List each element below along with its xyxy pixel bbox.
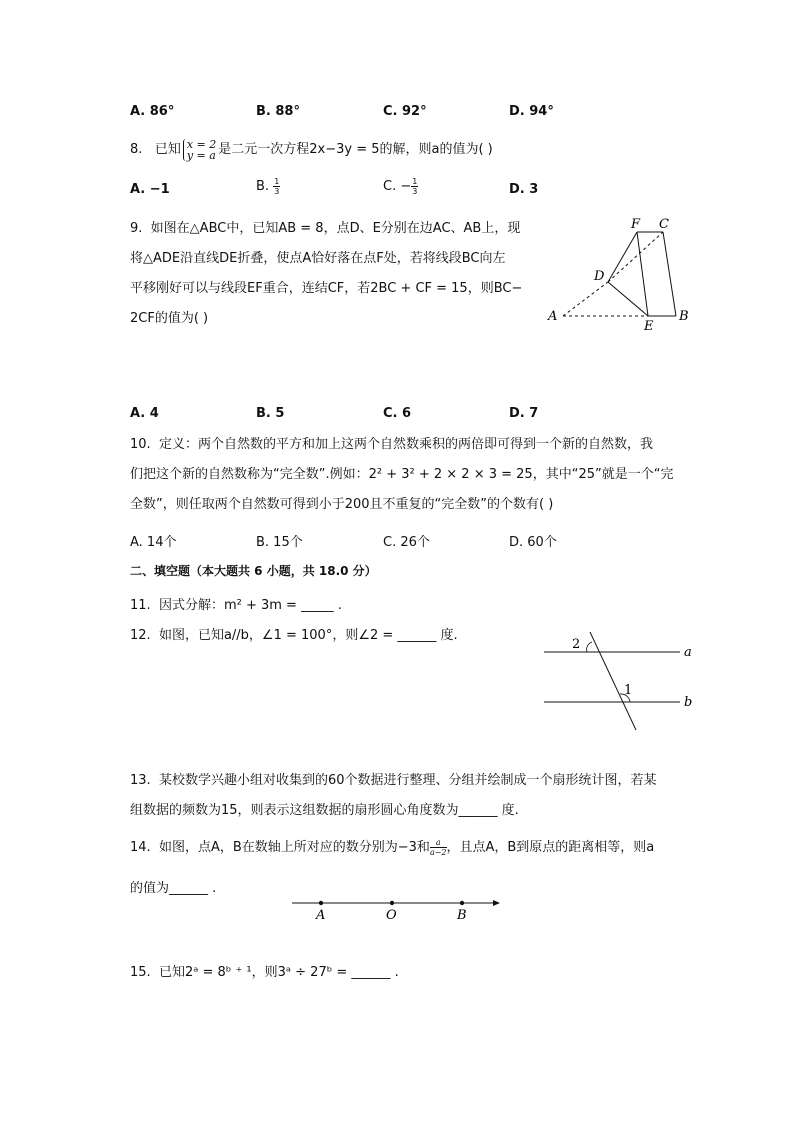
q9-label-e: E <box>644 319 654 334</box>
q10-line-1 <box>130 430 673 460</box>
question-14 <box>130 836 654 857</box>
q8-c-num: 1 <box>412 177 418 186</box>
q14-frac-num: a <box>430 838 447 848</box>
q14-number: 14. <box>130 840 151 855</box>
q9-segment-ad <box>563 282 608 316</box>
q9-label-d: D <box>594 269 605 284</box>
q8-c-den: 3 <box>412 187 418 196</box>
q14-line-2: 的值为______ . <box>130 881 217 896</box>
q8-option-b-label: B. <box>256 179 274 194</box>
q9-option-a: A. 4 <box>130 406 159 421</box>
q8-option-b <box>256 177 280 196</box>
q15-number: 15. <box>130 965 151 980</box>
q14-number-line <box>288 895 508 925</box>
q9-line-3: 平移刚好可以与线段EF重合，连结CF，若2BC + CF = 15，则BC− <box>130 281 523 296</box>
question-12 <box>130 624 458 643</box>
q11-number: 11. <box>130 598 151 613</box>
q8-option-d: D. 3 <box>509 182 539 197</box>
question-15 <box>130 961 399 980</box>
q12-label-2: 2 <box>572 637 581 652</box>
q8-sys-top: x = 2 <box>186 137 217 151</box>
q7-option-a: A. 86° <box>130 104 175 119</box>
q14-label-a: A <box>316 908 326 923</box>
q12-number: 12. <box>130 628 151 643</box>
q9-option-c: C. 6 <box>383 406 412 421</box>
q13-number: 13. <box>130 773 151 788</box>
q8-b-num: 1 <box>274 177 280 186</box>
q15-text: 已知2ᵃ = 8ᵇ ⁺ ¹，则3ᵃ ÷ 27ᵇ = ______ . <box>158 965 399 980</box>
q14-point-o <box>390 901 394 905</box>
q8-system <box>183 139 216 161</box>
q8-option-c <box>383 177 418 196</box>
q8-option-c-label: C. − <box>383 179 412 194</box>
q9-option-d: D. 7 <box>509 406 539 421</box>
q9-segment-df <box>608 232 637 282</box>
q14-post: ，且点A，B到原点的距离相等，则a <box>446 840 655 855</box>
q14-label-b: B <box>457 908 467 923</box>
q8-post: 是二元一次方程2x−3y = 5的解，则a的值为( ) <box>218 142 493 157</box>
q7-option-c: C. 92° <box>383 104 427 119</box>
question-8 <box>130 138 493 161</box>
q12-text: 如图，已知a//b，∠1 = 100°，则∠2 = ______ 度. <box>158 628 458 643</box>
q8-option-b-frac <box>273 177 280 196</box>
q7-option-b: B. 88° <box>256 104 300 119</box>
q12-label-b: b <box>684 695 693 710</box>
q13-line-2: 组数据的频数为15，则表示这组数据的扇形圆心角度数为______ 度. <box>130 803 519 818</box>
q10-number: 10. <box>130 437 151 452</box>
q10-option-b: B. 15个 <box>256 535 303 550</box>
q9-label-c: C <box>659 217 669 232</box>
q14-point-b <box>460 901 464 905</box>
q14-label-o: O <box>386 908 397 923</box>
q14-point-a <box>319 901 323 905</box>
q8-b-den: 3 <box>274 187 280 196</box>
question-10 <box>130 430 673 520</box>
q12-label-1: 1 <box>624 683 633 698</box>
question-9 <box>130 214 540 334</box>
question-11 <box>130 594 342 613</box>
q9-segment-de <box>608 282 648 316</box>
q10-option-c: C. 26个 <box>383 535 430 550</box>
q8-option-a: A. −1 <box>130 182 170 197</box>
q9-text-1: 如图在△ABC中，已知AB = 8，点D、E分别在边AC、AB上，现 <box>150 221 521 236</box>
q9-line-2: 将△ADE沿直线DE折叠，使点A恰好落在点F处，若将线段BC向左 <box>130 251 506 266</box>
q12-angle-2-arc <box>587 642 592 652</box>
q11-text: 因式分解：m² + 3m = _____ . <box>158 598 342 613</box>
q12-label-a: a <box>684 645 692 660</box>
q13-text-1: 某校数学兴趣小组对收集到的60个数据进行整理、分组并绘制成一个扇形统计图，若某 <box>158 773 657 788</box>
q8-number: 8. <box>130 142 143 157</box>
q10-line-2: 们把这个新的自然数称为“完全数”.例如：2² + 3² + 2 × 2 × 3 = 25，其中“25”就是一个“完 <box>130 467 674 482</box>
q13-line-1 <box>130 766 657 796</box>
q9-label-a: A <box>548 309 558 324</box>
q9-line-4: 2CF的值为( ) <box>130 311 209 326</box>
q14-frac <box>430 838 447 857</box>
q8-pre: 已知 <box>154 142 181 157</box>
q9-figure <box>540 212 700 337</box>
q8-option-c-frac <box>411 177 418 196</box>
q9-label-f: F <box>631 217 641 232</box>
q10-text-1: 定义：两个自然数的平方和加上这两个自然数乘积的两倍即可得到一个新的自然数，我 <box>158 437 653 452</box>
q9-line-1 <box>130 214 540 244</box>
q9-option-b: B. 5 <box>256 406 285 421</box>
q14-arrow <box>493 900 500 906</box>
q9-label-b: B <box>679 309 689 324</box>
q14-pre: 如图，点A，B在数轴上所对应的数分别为−3和 <box>158 840 430 855</box>
q9-segment-cb <box>663 232 676 316</box>
q9-segment-dc <box>608 232 663 282</box>
question-13 <box>130 766 657 826</box>
q10-line-3: 全数”，则任取两个自然数可得到小于200且不重复的“完全数”的个数有( ) <box>130 497 554 512</box>
q9-number: 9. <box>130 221 143 236</box>
q12-transversal <box>590 632 636 730</box>
q8-sys-bottom: y = a <box>186 148 216 162</box>
q14-frac-den: a−2 <box>429 848 447 857</box>
q9-segment-fe <box>637 232 648 316</box>
section-fill-in-title: 二、填空题（本大题共 6 小题，共 18.0 分） <box>130 564 377 578</box>
q7-option-d: D. 94° <box>509 104 554 119</box>
q10-option-a: A. 14个 <box>130 535 177 550</box>
q12-figure <box>540 630 700 735</box>
q10-option-d: D. 60个 <box>509 535 557 550</box>
